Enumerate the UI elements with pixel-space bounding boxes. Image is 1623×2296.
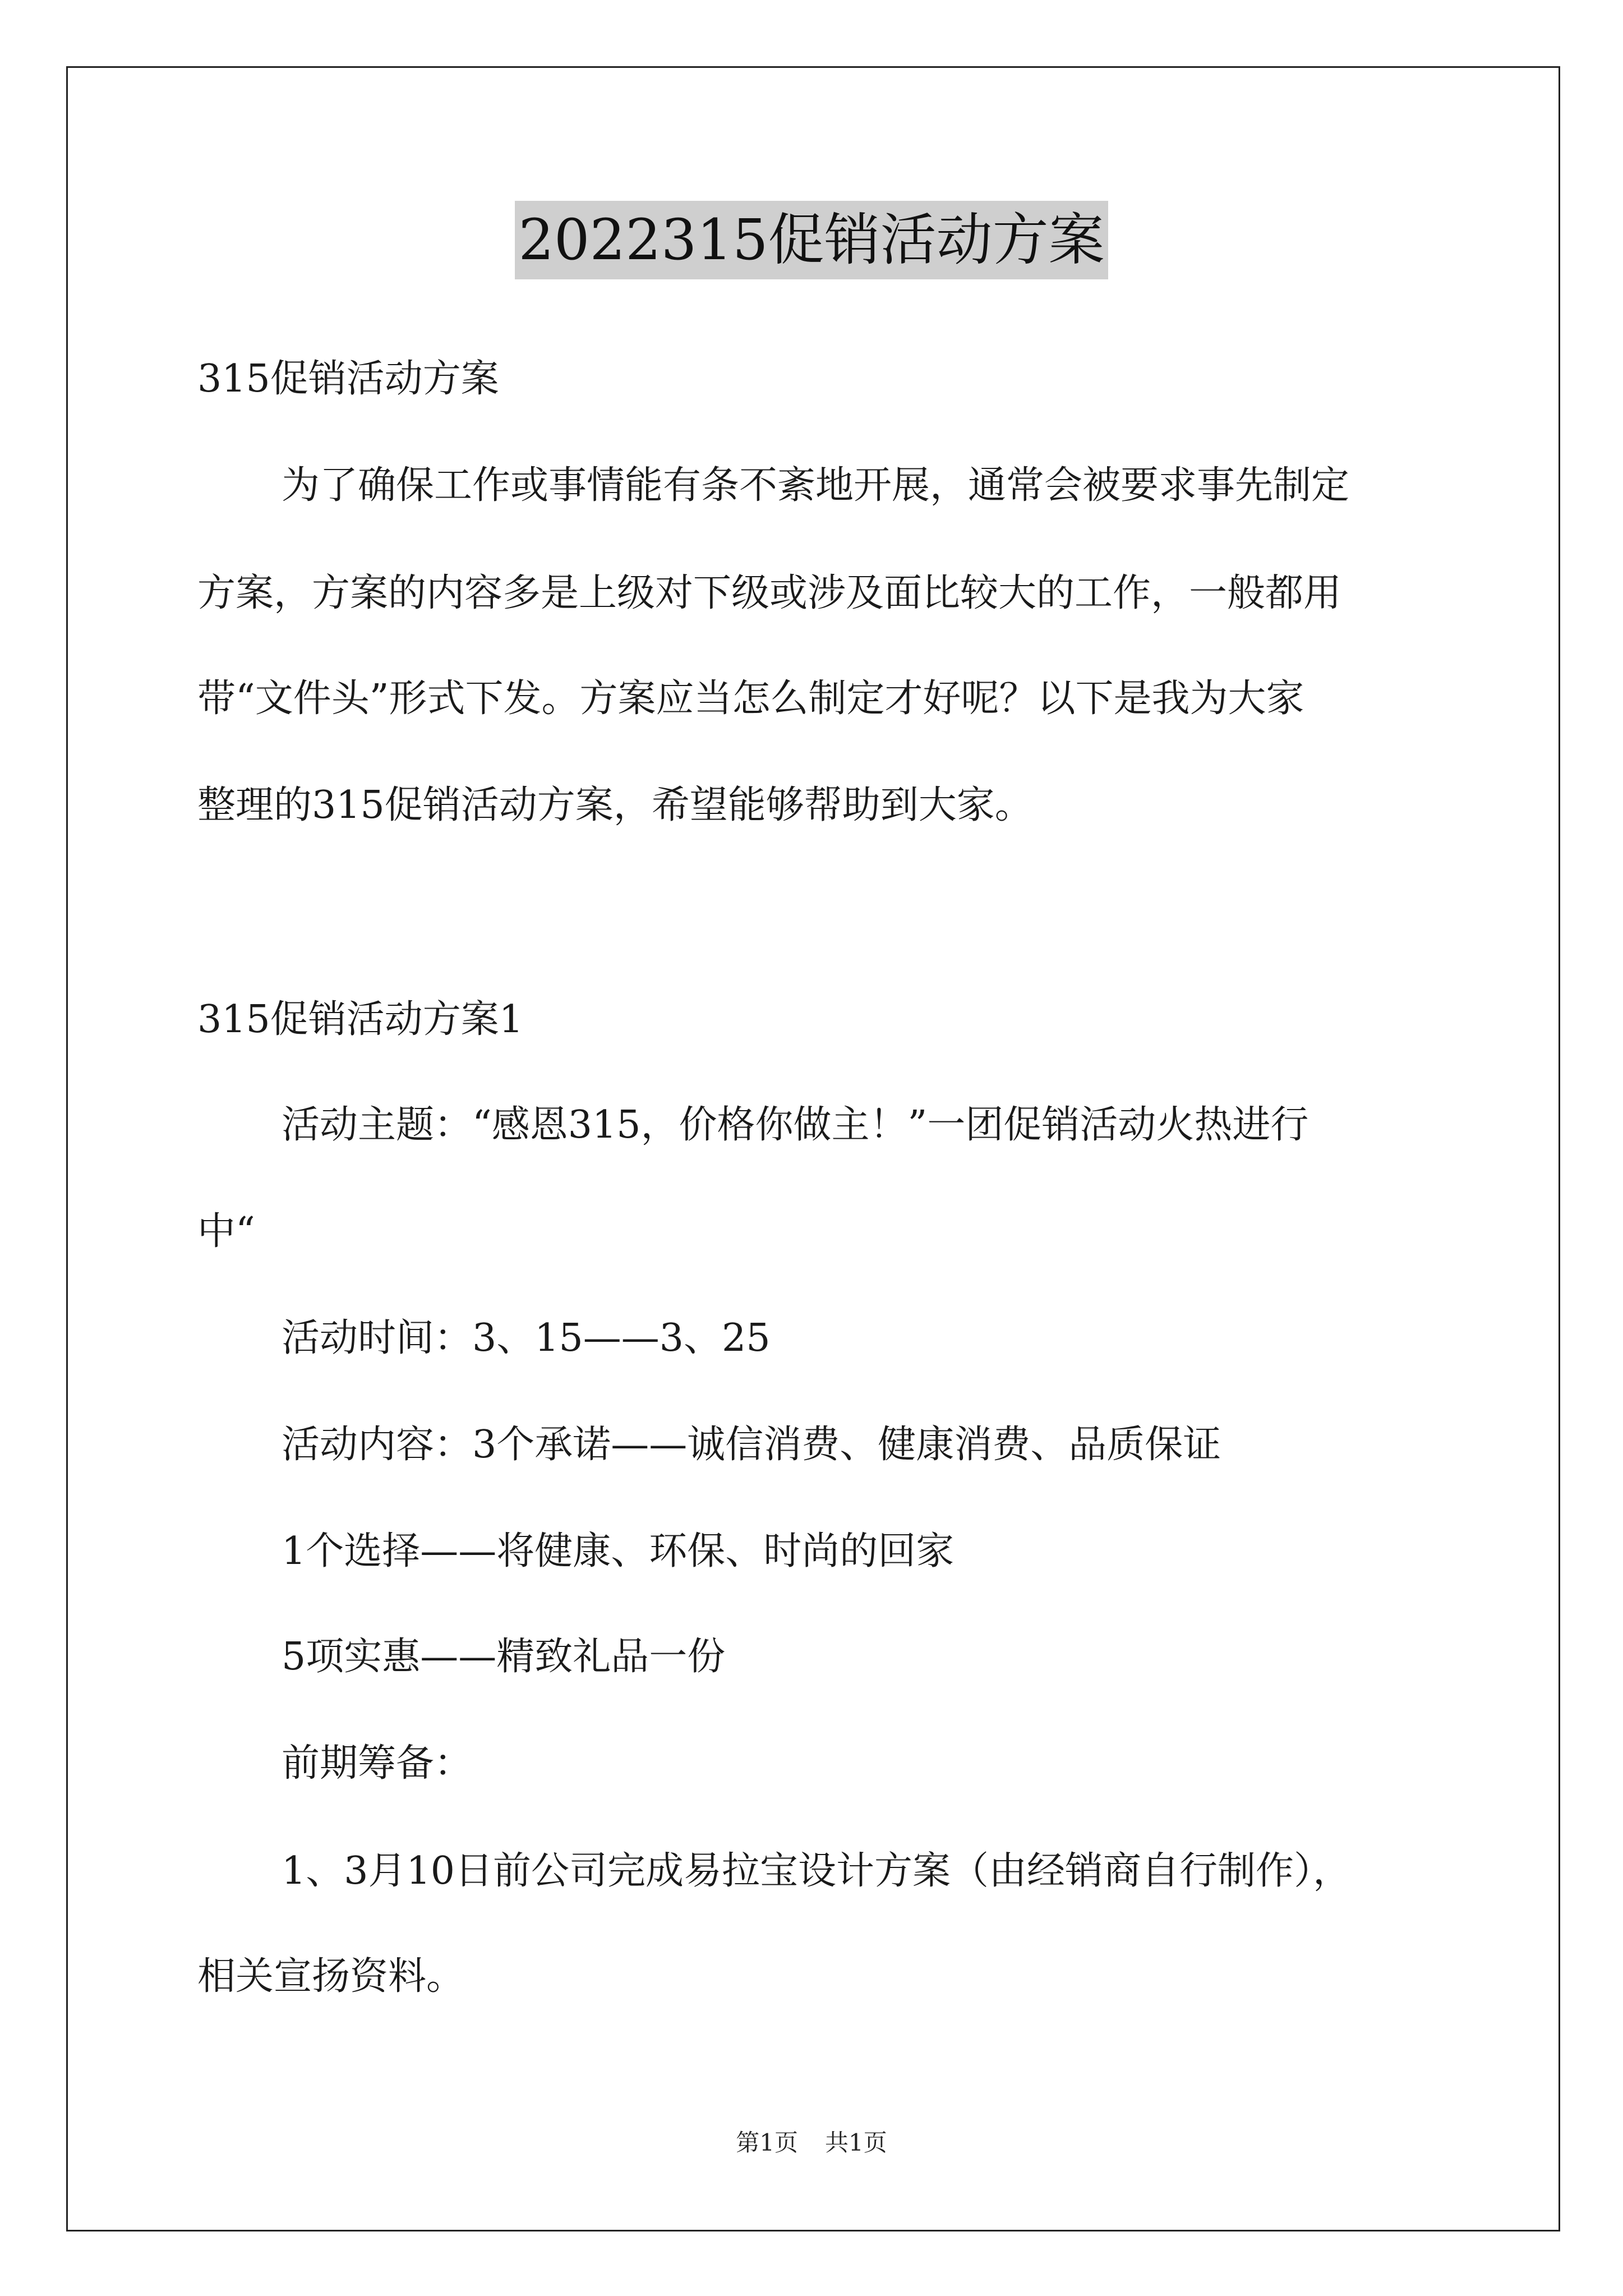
page-number-current: 第1页 bbox=[736, 2129, 798, 2156]
paragraph-line: 整理的315促销活动方案，希望能够帮助到大家。 bbox=[197, 783, 1033, 827]
title-container bbox=[0, 201, 1623, 279]
paragraph-line: 相关宣扬资料。 bbox=[197, 1954, 465, 1999]
paragraph-line: 前期筹备： bbox=[282, 1741, 473, 1786]
page-number-total: 共1页 bbox=[825, 2129, 887, 2156]
paragraph-line: 活动时间：3、15——3、25 bbox=[282, 1316, 771, 1360]
paragraph-line: 1、3月10日前公司完成易拉宝设计方案（由经销商自行制作）， bbox=[282, 1849, 1352, 1893]
section-heading: 315促销活动方案1 bbox=[197, 997, 524, 1042]
document-title: 2022315促销活动方案 bbox=[515, 201, 1108, 279]
paragraph-line: 中“ bbox=[197, 1209, 255, 1254]
paragraph-line: 方案，方案的内容多是上级对下级或涉及面比较大的工作，一般都用 bbox=[197, 571, 1342, 615]
paragraph-line: 活动主题：“感恩315，价格你做主！”一团促销活动火热进行 bbox=[282, 1103, 1309, 1147]
paragraph-line: 为了确保工作或事情能有条不紊地开展，通常会被要求事先制定 bbox=[282, 463, 1350, 508]
paragraph-line: 活动内容：3个承诺——诚信消费、健康消费、品质保证 bbox=[282, 1423, 1221, 1467]
section-heading: 315促销活动方案 bbox=[197, 357, 499, 401]
paragraph-line: 1个选择——将健康、环保、时尚的回家 bbox=[282, 1529, 955, 1573]
paragraph-line: 带“文件头”形式下发。方案应当怎么制定才好呢？以下是我为大家 bbox=[197, 677, 1304, 721]
page-footer bbox=[0, 2126, 1623, 2160]
paragraph-line: 5项实惠——精致礼品一份 bbox=[282, 1635, 726, 1679]
